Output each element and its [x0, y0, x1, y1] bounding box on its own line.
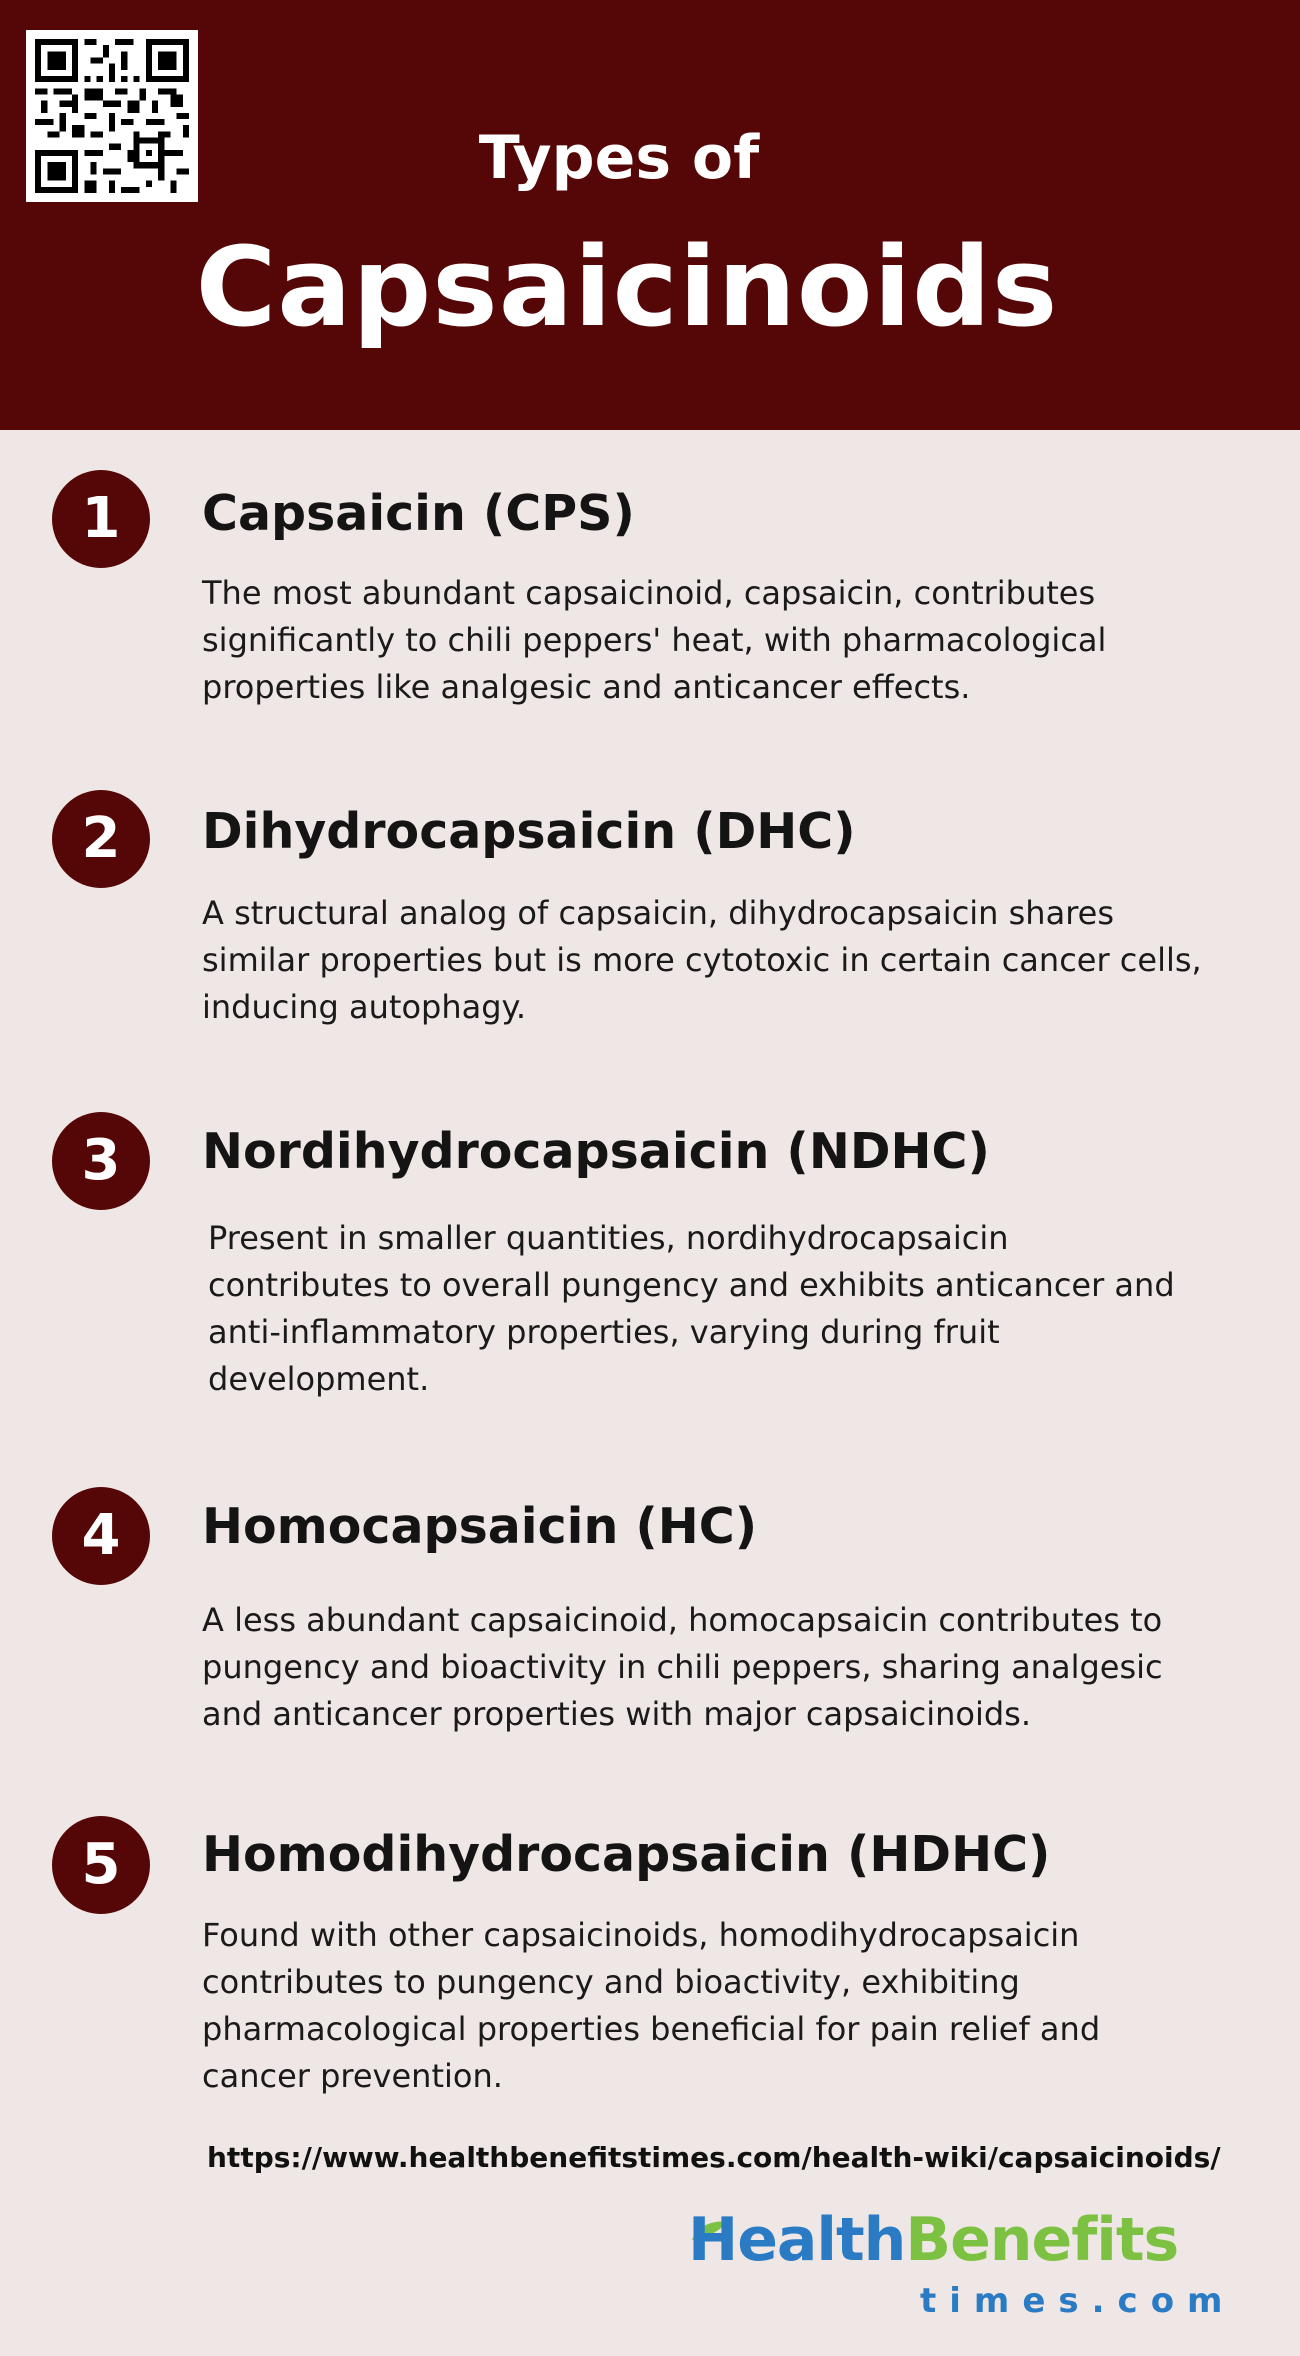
item-description: Present in smaller quantities, nordihydrocapsaicin contributes to overall pungency and exhibits anticancer and anti-inflammatory properties, varying during fruit development.: [208, 1219, 1175, 1398]
number-badge: 3: [52, 1112, 150, 1210]
source-url-link[interactable]: https://www.healthbenefitstimes.com/health-wiki/capsaicinoids/: [207, 2141, 1221, 2174]
item-title: Nordihydrocapsaicin (NDHC): [202, 1123, 990, 1180]
item-description: A less abundant capsaicinoid, homocapsaicin contributes to pungency and bioactivity in chili peppers, sharing analgesic and anticancer properties with major capsaicinoids.: [202, 1601, 1163, 1733]
logo-word-times: times.com: [920, 2281, 1236, 2321]
number-badge: 2: [52, 790, 150, 888]
logo-word-health: Health: [688, 2205, 906, 2275]
item-description: The most abundant capsaicinoid, capsaicin, contributes significantly to chili peppers' heat, with pharmacological properties like analgesic and anticancer effects.: [202, 574, 1107, 706]
logo-word-benefits: Benefits: [905, 2205, 1179, 2275]
logo-wordmark: [688, 2205, 1179, 2275]
brand-logo[interactable]: [688, 2205, 1236, 2321]
title-types-of: Types of: [478, 123, 760, 193]
page-title: Capsaicinoids: [195, 223, 1059, 351]
item-title: Capsaicin (CPS): [202, 485, 635, 542]
item-title: Homocapsaicin (HC): [202, 1498, 758, 1555]
number-badge: 4: [52, 1487, 150, 1585]
header-banner: [0, 0, 1300, 430]
item-description: A structural analog of capsaicin, dihydrocapsaicin shares similar properties but is more cytotoxic in certain cancer cells, inducing autophagy.: [202, 894, 1202, 1026]
number-badge: 1: [52, 470, 150, 568]
item-title: Dihydrocapsaicin (DHC): [202, 803, 856, 860]
number-badge: 5: [52, 1816, 150, 1914]
item-title: Homodihydrocapsaicin (HDHC): [202, 1826, 1051, 1883]
item-description: Found with other capsaicinoids, homodihydrocapsaicin contributes to pungency and bioactivity, exhibiting pharmacological properties beneficial for pain relief and cancer prevention.: [202, 1916, 1101, 2095]
